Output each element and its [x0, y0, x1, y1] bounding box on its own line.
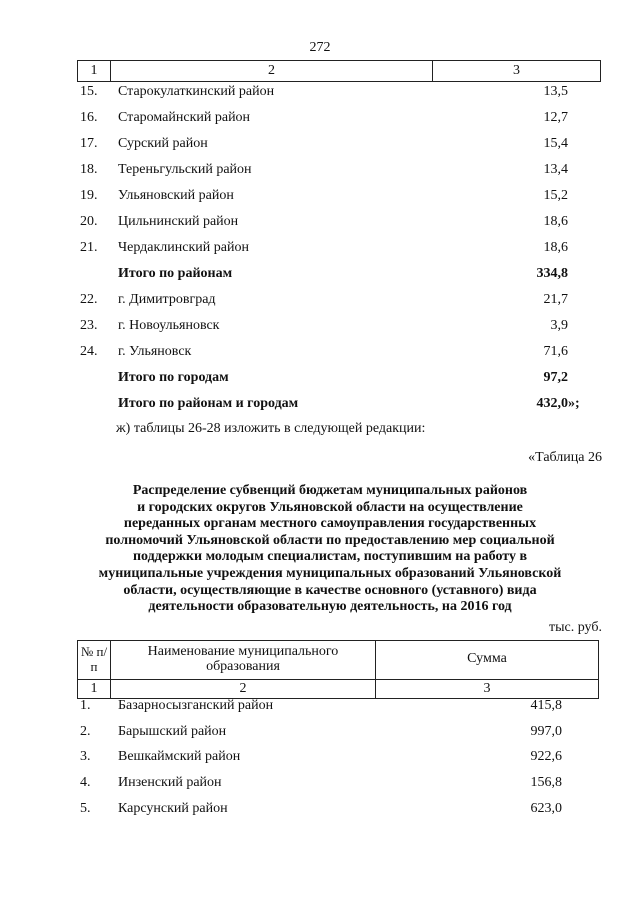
row-name: Барышский район: [118, 723, 227, 739]
table2-index-3: 3: [483, 681, 491, 696]
row-number: 1.: [80, 698, 91, 713]
row-value: [536, 395, 580, 413]
row-value-number: 15,4: [543, 136, 568, 151]
row-name: г. Ульяновск: [118, 344, 192, 359]
table1-header-col1: 1: [78, 61, 111, 81]
title-line: и городских округов Ульяновской области на осуществление: [137, 499, 523, 515]
row-value-number: 97,2: [543, 370, 568, 385]
row-number: 17.: [80, 136, 98, 151]
table-row: [80, 265, 620, 283]
row-name: Итого по районам: [118, 266, 233, 281]
row-value: [544, 369, 569, 387]
row-number: 21.: [80, 240, 98, 255]
table-row: [80, 187, 620, 205]
table-title: [80, 483, 580, 616]
row-name: Чердаклинский район: [118, 240, 249, 255]
row-value: [531, 697, 563, 715]
row-value: [531, 748, 563, 766]
row-value-suffix: »;: [568, 396, 580, 411]
row-name: Карсунский район: [118, 800, 228, 816]
row-name: Итого по районам и городам: [118, 396, 299, 411]
table2-index-1: 1: [78, 680, 111, 698]
instruction-text: ж) таблицы 26-28 изложить в следующей редакции:: [116, 421, 426, 436]
row-name: Инзенский район: [118, 775, 222, 791]
row-value-number: 922,6: [530, 749, 562, 765]
row-value: [544, 343, 569, 361]
row-number: 23.: [80, 318, 98, 333]
row-value: [544, 291, 569, 309]
row-value-number: 12,7: [543, 110, 568, 125]
row-number: 20.: [80, 214, 98, 229]
row-number: 19.: [80, 188, 98, 203]
row-name: Цильнинский район: [118, 214, 239, 229]
table-row: [80, 83, 620, 101]
row-value-number: 415,8: [530, 698, 562, 713]
row-value-number: 21,7: [543, 292, 568, 307]
table-label: «Таблица 26: [528, 450, 602, 465]
row-value-number: 18,6: [543, 214, 568, 229]
row-value-number: 15,2: [543, 188, 568, 203]
row-name: г. Димитровград: [118, 292, 216, 307]
row-value: [531, 723, 563, 741]
row-number: 22.: [80, 292, 98, 307]
row-number: 3.: [80, 749, 91, 765]
row-value: [537, 265, 569, 283]
page-number: 272: [309, 40, 331, 55]
row-number: 16.: [80, 110, 98, 125]
table1-header-col3: 3: [513, 63, 520, 78]
table-row: [80, 395, 620, 413]
table-row: [80, 800, 620, 818]
table-row: [80, 317, 620, 335]
row-name: Старокулаткинский район: [118, 84, 275, 99]
row-name: Итого по городам: [118, 370, 229, 385]
table-row: [80, 748, 620, 766]
row-number: 24.: [80, 344, 98, 359]
title-line: области, осуществляющие в качестве основного (уставного) вида: [123, 582, 537, 598]
unit-label: тыс. руб.: [549, 620, 602, 635]
table-row: [80, 723, 620, 741]
row-value: [531, 800, 563, 818]
table2-index-2: 2: [111, 680, 376, 698]
row-value: [544, 161, 569, 179]
title-line: полномочий Ульяновской области по предоставлению мер социальной: [105, 532, 555, 548]
table-row: [80, 239, 620, 257]
row-value: [544, 109, 569, 127]
title-line: деятельности образовательную деятельность, на 2016 год: [148, 599, 512, 615]
row-value-number: 156,8: [530, 775, 562, 791]
table2-col-name: Наименование муниципального образования: [111, 641, 376, 679]
row-name: Базарносызганский район: [118, 698, 274, 713]
table-row: [80, 774, 620, 792]
row-name: Старомайнский район: [118, 110, 251, 125]
row-name: Сурский район: [118, 136, 208, 151]
table-row: [80, 213, 620, 231]
row-value-number: 18,6: [543, 240, 568, 255]
row-number: 5.: [80, 800, 91, 816]
row-value: [551, 317, 569, 335]
row-value: [544, 83, 569, 101]
row-value: [544, 213, 569, 231]
row-value: [544, 187, 569, 205]
row-value-number: 334,8: [536, 266, 568, 281]
table-row: [80, 135, 620, 153]
row-name: Тереньгульский район: [118, 162, 252, 177]
table-row: [80, 697, 620, 715]
row-value: [544, 135, 569, 153]
table-row: [80, 343, 620, 361]
title-line: Распределение субвенций бюджетам муниципальных районов: [132, 483, 528, 498]
row-value-number: 997,0: [530, 723, 562, 739]
title-line: переданных органам местного самоуправления государственных: [123, 516, 537, 532]
title-line: поддержки молодым специалистам, поступившим на работу в: [132, 549, 528, 565]
row-number: 18.: [80, 162, 98, 177]
row-value: [544, 239, 569, 257]
row-name: г. Новоульяновск: [118, 318, 220, 333]
row-name: Вешкаймский район: [118, 749, 241, 765]
table-row: [80, 109, 620, 127]
row-value-number: 13,4: [543, 162, 568, 177]
table2-header: [77, 640, 599, 699]
row-number: 2.: [80, 723, 91, 739]
row-value-number: 432,0: [536, 396, 568, 411]
row-value-number: 13,5: [543, 84, 568, 99]
row-number: 15.: [80, 84, 98, 99]
table-row: [80, 161, 620, 179]
row-value-number: 71,6: [543, 344, 568, 359]
table-row: [80, 369, 620, 387]
table-row: [80, 291, 620, 309]
row-value: [531, 774, 563, 792]
table2-col-num: № п/п: [78, 641, 111, 679]
row-value-number: 3,9: [550, 318, 568, 333]
table2-col-sum: Сумма: [467, 651, 507, 666]
row-value-number: 623,0: [530, 800, 562, 816]
row-number: 4.: [80, 775, 91, 791]
table1-header: [77, 60, 601, 82]
table1-header-col2: 2: [111, 61, 433, 81]
row-name: Ульяновский район: [118, 188, 234, 203]
title-line: муниципальные учреждения муниципальных образований Ульяновской: [98, 565, 562, 581]
